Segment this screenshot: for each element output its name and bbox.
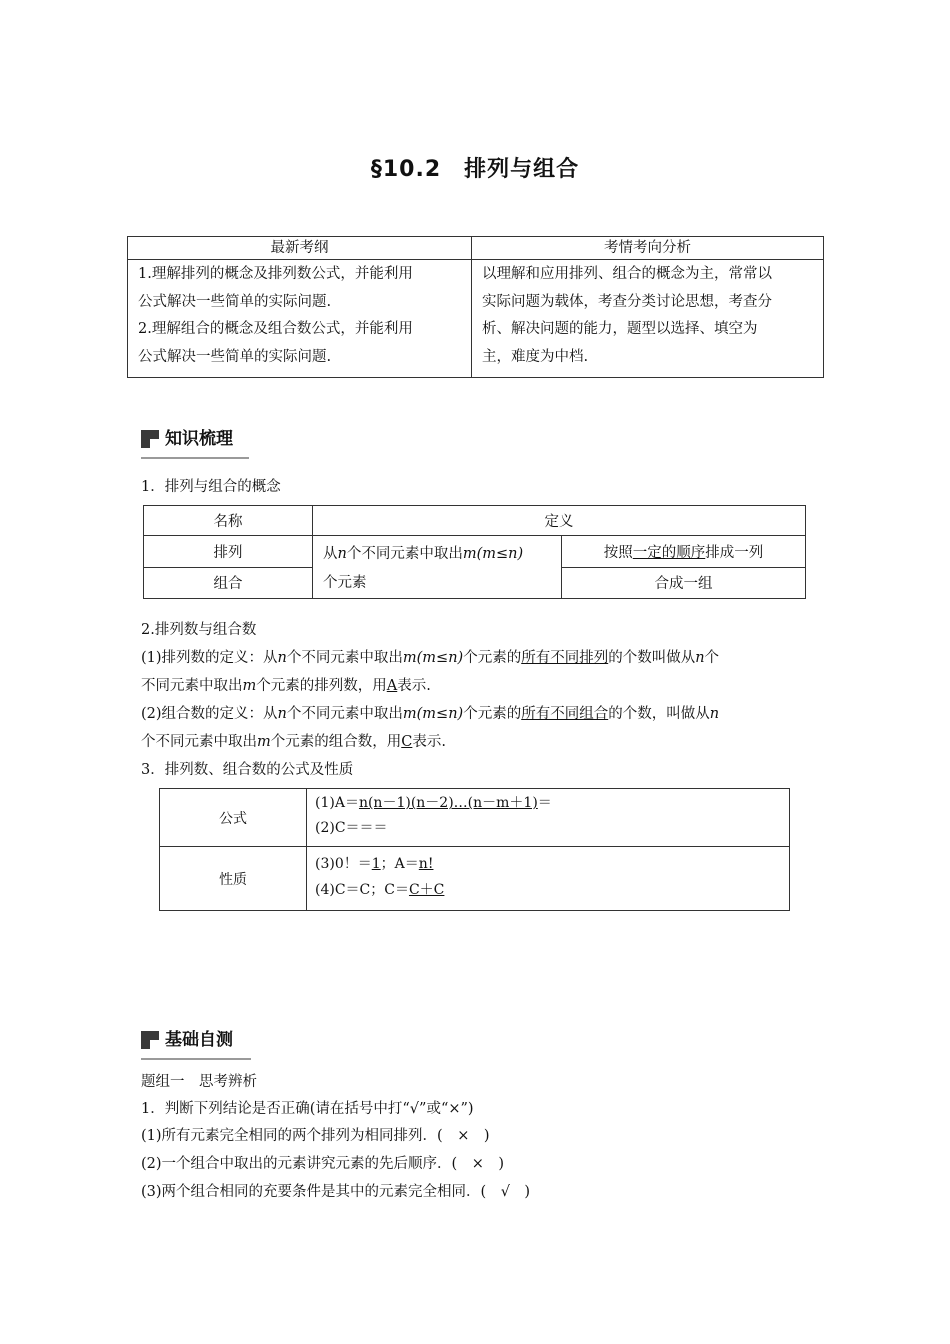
item2-p1-line1	[141, 648, 719, 668]
formula-label: 公式	[160, 789, 307, 847]
answer-blank: n(n－1)(n－2)…(n－m＋1)	[358, 795, 538, 811]
text-run: 个不同元素中取出	[346, 546, 463, 562]
text-run: 表示.	[412, 734, 446, 750]
concept-row-name: 组合	[144, 567, 313, 599]
property-label: 性质	[160, 847, 307, 911]
formula-table	[159, 788, 790, 911]
property-line-3	[315, 851, 789, 877]
page-title: §10.2 排列与组合	[370, 157, 580, 182]
property-line-4	[315, 877, 789, 903]
text-run: 的个数叫做从	[608, 650, 696, 666]
formula-line-1	[315, 791, 789, 816]
concept-col-def: 定义	[313, 506, 806, 536]
text-run: 从	[323, 546, 338, 562]
section-underline	[141, 457, 249, 459]
answer-blank: 一定的顺序	[632, 544, 706, 561]
item2-p2-line1	[141, 704, 719, 724]
item2-p1-line2	[141, 676, 431, 696]
text-run: 个元素的组合数，用	[270, 734, 402, 750]
syllabus-col1-header: 最新考纲	[128, 237, 472, 260]
text-run: 不同元素中取出	[141, 678, 243, 694]
item2-heading: 2.排列数与组合数	[141, 622, 257, 638]
item3-heading: 3．排列数、组合数的公式及性质	[141, 762, 354, 778]
math-var: n	[277, 650, 287, 666]
syllabus-col1-line: 1.理解排列的概念及排列数公式，并能利用	[138, 266, 413, 282]
text-run: 排成一列	[705, 544, 764, 561]
answer-blank: 所有不同组合	[521, 706, 609, 722]
syllabus-col2-line: 主，难度为中档.	[482, 348, 589, 365]
answer-blank: C＋C	[408, 882, 445, 898]
formula-line-2: (2)C＝＝＝	[315, 820, 388, 836]
section-label: 知识梳理	[165, 429, 233, 449]
math-var: m	[257, 734, 271, 750]
concept-row-name: 排列	[144, 536, 313, 568]
text-run: 的个数，叫做从	[608, 706, 710, 722]
concept-row1-def	[562, 536, 806, 568]
concept-row2-def: 合成一组	[562, 567, 806, 599]
syllabus-col2-line: 析、解决问题的能力，题型以选择、填空为	[482, 321, 758, 337]
concept-shared-def	[313, 536, 562, 599]
math-var: n	[695, 650, 705, 666]
syllabus-col1-line: 2.理解组合的概念及组合数公式，并能利用	[138, 321, 413, 337]
answer-blank: 1	[371, 856, 381, 872]
text-run: (4)C＝C；C＝	[315, 882, 409, 898]
text-run: 按照	[603, 544, 633, 561]
text-run: 个元素的	[463, 706, 522, 722]
text-run: 表示.	[397, 678, 431, 694]
math-var: n	[709, 706, 720, 722]
text-run: 个元素	[323, 575, 367, 591]
text-run: 个不同元素中取出	[286, 706, 403, 722]
text-run: 个元素的排列数，用	[256, 678, 387, 694]
syllabus-col2-header: 考情考向分析	[472, 237, 824, 260]
math-expr: m(m≤n)	[462, 546, 524, 562]
selftest-q1-1: (1)所有元素完全相同的两个排列为相同排列．( × )	[141, 1128, 490, 1144]
section-underline	[141, 1058, 251, 1060]
selftest-q1: 1．判断下列结论是否正确(请在括号中打“√”或“×”)	[141, 1101, 474, 1117]
math-expr: m(m≤n)	[402, 650, 464, 666]
selftest-q1-3: (3)两个组合相同的充要条件是其中的元素完全相同．( √ )	[141, 1184, 531, 1200]
syllabus-col2-body	[472, 260, 824, 378]
property-cell	[307, 847, 790, 911]
answer-blank: C	[401, 734, 413, 750]
answer-blank: 所有不同排列	[521, 650, 609, 666]
text-run: (3)0！＝	[315, 856, 372, 872]
section-label: 基础自测	[165, 1030, 233, 1050]
text-run: 个	[704, 650, 720, 666]
selftest-group: 题组一 思考辨析	[141, 1074, 257, 1090]
section-marker-notch	[150, 1040, 159, 1049]
answer-blank: A	[386, 678, 398, 694]
text-run: ＝	[537, 795, 552, 811]
concept-col-name: 名称	[144, 506, 313, 536]
text-run: 个不同元素中取出	[141, 734, 257, 750]
text-run: (1)A＝	[315, 795, 359, 811]
formula-cell	[307, 789, 790, 847]
item2-p2-line2	[141, 732, 446, 752]
selftest-q1-2: (2)一个组合中取出的元素讲究元素的先后顺序．( × )	[141, 1156, 505, 1172]
item1-heading: 1．排列与组合的概念	[141, 479, 281, 495]
math-var: n	[337, 546, 347, 562]
answer-blank: n!	[418, 856, 434, 872]
syllabus-col2-line: 以理解和应用排列、组合的概念为主，常常以	[482, 266, 772, 282]
section-marker-notch	[150, 439, 159, 448]
math-var: n	[277, 706, 287, 722]
section-header-selftest	[141, 1027, 253, 1057]
text-run: ；A＝	[380, 856, 419, 872]
math-var: m	[242, 678, 257, 694]
section-header-knowledge	[141, 426, 251, 456]
text-run: 个不同元素中取出	[286, 650, 403, 666]
syllabus-table	[127, 236, 824, 378]
text-run: 个元素的	[463, 650, 522, 666]
math-expr: m(m≤n)	[402, 706, 464, 722]
syllabus-col1-line: 公式解决一些简单的实际问题.	[138, 348, 332, 365]
syllabus-col2-line: 实际问题为载体，考查分类讨论思想，考查分	[482, 293, 772, 310]
syllabus-col1-line: 公式解决一些简单的实际问题.	[138, 293, 332, 310]
concept-table	[143, 505, 806, 599]
text-run: (2)组合数的定义：从	[141, 706, 278, 722]
syllabus-col1-body	[128, 260, 472, 378]
text-run: (1)排列数的定义：从	[141, 650, 278, 666]
